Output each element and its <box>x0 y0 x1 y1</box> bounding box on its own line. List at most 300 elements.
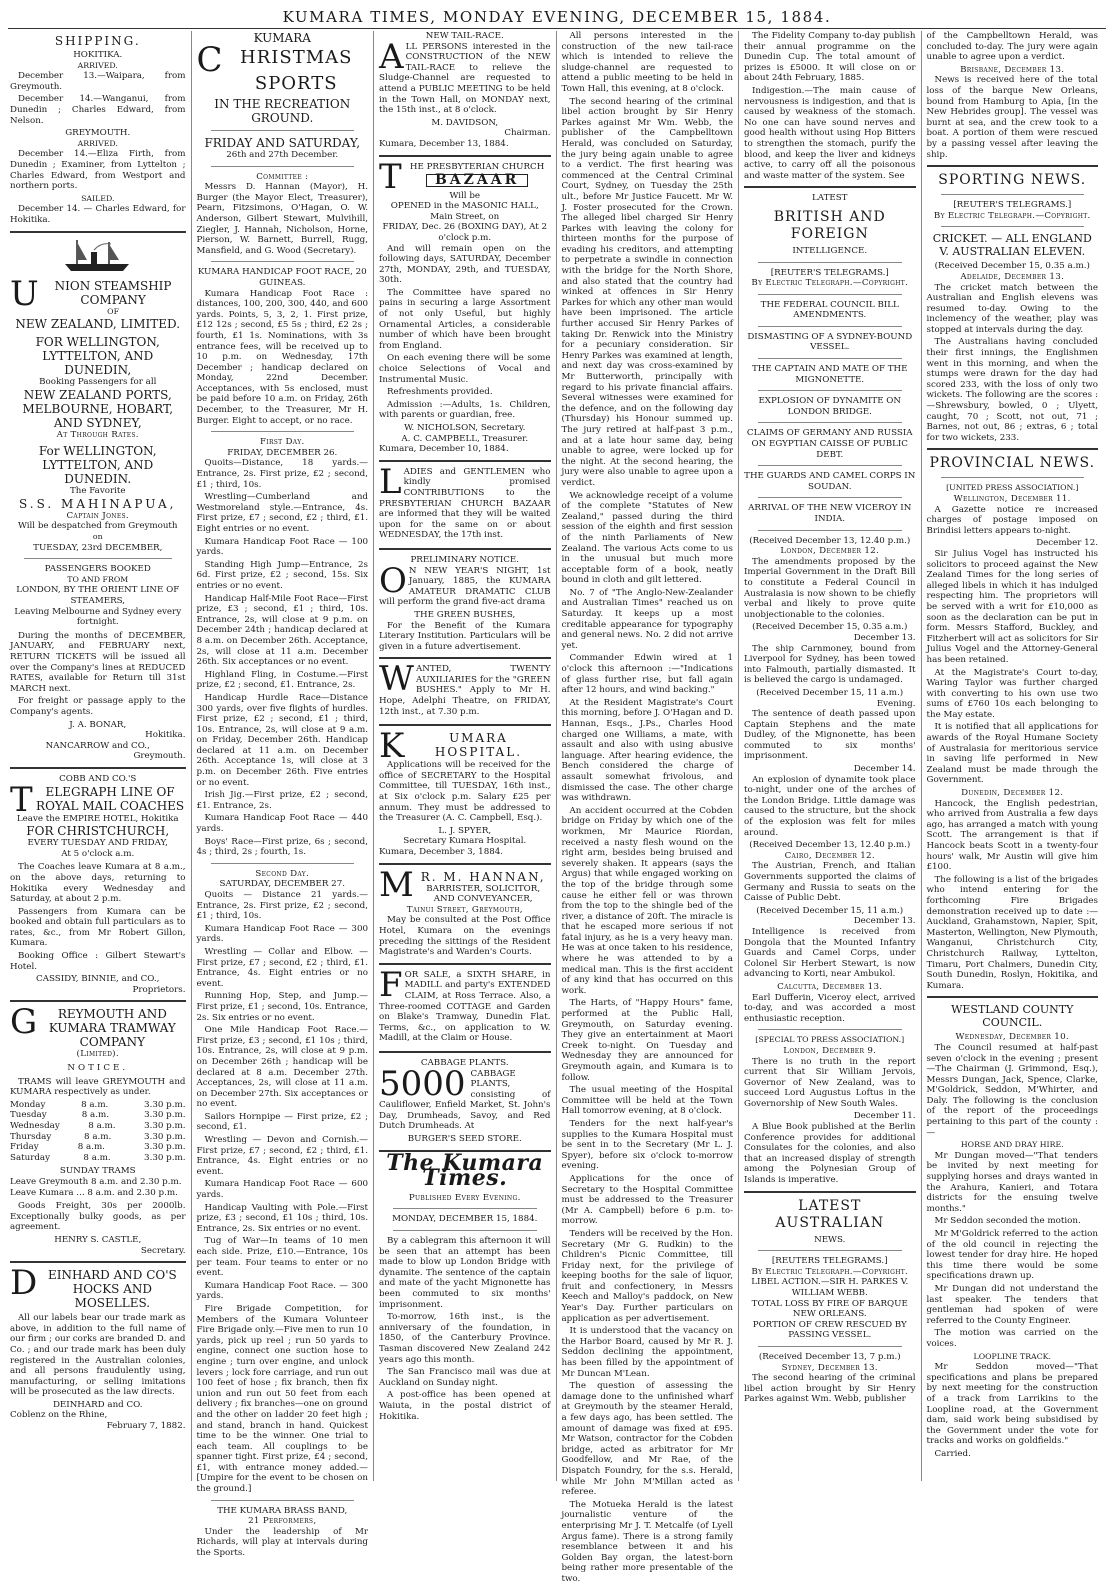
news-paragraph: We acknowledge receipt of a volume of the complete "Statutes of New Zealand," passed during the third session of the eighth and first session of the ninth Parliaments of New Zealand. The various Acts come to us in the unusual but much more acceptable form of a book, neatly bound in cloth and gilt lettered. <box>561 490 733 586</box>
ad-title: NEW ZEALAND, LIMITED. <box>15 317 181 332</box>
news-paragraph: Tenders for the next half-year's supplies to the Kumara Hospital must be sent in to the Secretary (Mr L. J. Spyer), before six o'clock to-morrow evening. <box>561 1118 733 1172</box>
signature-place: Secretary Kumara Hospital. <box>403 836 527 847</box>
ad-text: The Coaches leave Kumara at 8 a.m., on the above days, returning to Hokitika every Wednesday and Saturday, at about 2 p.m. <box>10 862 186 905</box>
source-line: [REUTER'S TELEGRAMS.] <box>953 200 1072 211</box>
signature: J. A. BONAR, <box>69 719 127 730</box>
source-line: By Electric Telegraph.—Copyright. <box>751 1266 909 1277</box>
ad-title: ELEGRAPH LINE OF ROYAL MAIL COACHES <box>36 784 185 813</box>
divider <box>758 497 902 498</box>
ad-title: THE KUMARA BRASS BAND, <box>217 1505 348 1516</box>
ad-text: LL PERSONS interested in the CONSTRUCTION of the NEW TAIL-RACE to relieve the Sludge-Channel are requested to attend a PUBLIC MEETING to be held in the Town Hall, on MONDAY next, the 15th inst., at 8 o'clock. <box>379 41 551 116</box>
ad-text: May be consulted at the Post Office Hotel, Kumara on the evenings preceding the sittings of the Resident Magistrate's and Warden's Courts. <box>379 915 551 958</box>
tram-row <box>10 1110 186 1121</box>
event-entry: Boys' Race—First prize, 6s ; second, 4s ; third, 2s ; fourth, 1s. <box>196 836 368 858</box>
tram-day: Monday <box>10 1099 46 1110</box>
union-steamship-ad <box>10 273 186 762</box>
dateline: December 13. <box>853 916 916 927</box>
ad-text: OPENED in the MASONIC HALL, Main Street, on <box>390 201 539 222</box>
news-paragraph: The question of assessing the damage done to the unfinished wharf at Greymouth by the steamer Herald, a few days ago, has been settled. The amount of damage was fixed at £95. Mr Watson, contractor for the Cobden bridge, acted as arbitrator for Mr Goodfellow, and Mr Rae, of the Dispatch Foundry, for the s.s. Herald, while Mr John M'Millan acted as referee. <box>561 1381 733 1498</box>
day-heading: First Day. <box>259 437 305 448</box>
subheading: LOOPLINE TRACK. <box>973 1351 1051 1361</box>
divider <box>379 1051 551 1053</box>
divider <box>758 1346 902 1347</box>
news-paragraph: A Blue Book published at the Berlin Conference provides for additional Consulates for the colonies, and also that an increased display of strength among the Polynesian Group of Islands is imperative. <box>744 1122 916 1186</box>
for-sale-ad <box>379 964 551 1046</box>
drop-cap: W <box>379 659 414 700</box>
news-headline: THE CAPTAIN AND MATE OF THE MIGNONETTE. <box>752 364 908 385</box>
ad-title: NEW TAIL-RACE. <box>425 31 504 41</box>
news-paragraph: The Harts, of "Happy Hours" fame, performed at the Public Hall, Greymouth, on Saturday evening. They give an entertainment at Maori Creek to-night. On Tuesday and Wednesday they are announced for Greymouth again, and Kumara is to follow. <box>561 998 733 1083</box>
news-paragraph: The Austrian, French, and Italian Governments supported the claims of Germany and Russia to seats on the Caisse of Public Debt. <box>744 861 916 904</box>
news-headline: CRICKET. — ALL ENGLAND V. AUSTRALIAN ELEVEN. <box>932 232 1092 259</box>
tram-day: Wednesday <box>10 1121 60 1131</box>
ad-title: FRIDAY AND SATURDAY, <box>204 136 361 150</box>
event-entry: Handicap Vaulting with Pole.—First prize, £3 ; second, £1 10s ; third, 10s. Entrance, 2s. Six entries or no event. <box>196 1202 368 1234</box>
ad-text: N NEW YEAR'S NIGHT, 1st January, 1885, the KUMARA AMATEUR DRAMATIC CLUB will perform the grand five-act drama <box>379 565 551 608</box>
divider <box>10 231 186 233</box>
shipping-entry: December 14. — Charles Edward, for Hokitika. <box>10 204 186 225</box>
ad-text: OF <box>107 306 119 316</box>
section-heading: WESTLAND COUNTY COUNCIL. <box>951 1003 1074 1030</box>
ad-text: At Through Rates. <box>56 429 139 440</box>
received-line: (Received December 15, 11 a.m.) <box>756 905 904 916</box>
dateline: December 11. <box>853 1111 916 1122</box>
ad-text: ANTED, TWENTY AUXILIARIES for the "GREEN BUSHES." Apply to Mr H. Hope, Adelphi Theatre, on FRIDAY, 12th inst., at 7.30 p.m. <box>379 664 551 717</box>
ad-text: Leave the EMPIRE HOTEL, Hokitika <box>16 813 179 824</box>
event-entry: One Mile Handicap Foot Race.—First prize, £3 ; second, £1 10s ; third, 10s. Entrance, 2s, will close at 9 p.m. on December 26th ; handicap will be declared at 8 a.m. December 27th. Acceptances, 2s, will close at 11 a.m. on December 27th. Six acceptances or no event. <box>196 1025 368 1110</box>
divider <box>379 724 551 726</box>
signature-place: Hokitika. <box>145 730 186 741</box>
divider <box>379 548 551 550</box>
ad-text: Kumara, December 3, 1884. <box>379 847 504 857</box>
drop-cap: D <box>10 1263 38 1304</box>
event-entry: Fire Brigade Competition, for Members of the Kumara Volunteer Fire Brigade only.—Five men to run 10 yards, pick up reel ; run 50 yards to engine, connect one suction hose to engine ; turn over engine, and unlock levers ; lock fore carriage, and run out 100 feet of hose ; fix branch, then fix union and run out 50 feet from each delivery ; fix branches—one on ground and the other on ladder 20 feet high ; and stand, branch in hand. Quickest time to be the winner. One trial to each team. All couplings to be spanner tight. First prize, £4 ; second, £1, with entrance money added.—[Umpire for the event to be chosen on the ground.] <box>196 1303 368 1495</box>
divider <box>927 996 1099 998</box>
ad-title: IN THE RECREATION GROUND. <box>214 97 351 125</box>
section-heading: BRITISH AND FOREIGN <box>773 208 886 242</box>
news-paragraph: Mr Dungan moved—"That tenders be invited by next meeting for supplying horses and drays wanted in the Arahura, Kanieri, and Totara districts for the ensuing twelve months." <box>926 1150 1098 1214</box>
divider <box>379 963 551 965</box>
dateline: Cairo, December 12. <box>784 850 875 861</box>
source-line: [SPECIAL TO PRESS ASSOCIATION.] <box>755 1035 905 1045</box>
news-paragraph: Indigestion.—The main cause of nervousness is indigestion, and that is caused by weakness of the stomach. No one can have sound nerves and good health without using Hop Bitters to strengthen the stomach, purify the blood, and keep the liver and kidneys active, to carry off all the poisonous and waste matter of the system. See <box>744 85 916 181</box>
section-heading: LATEST AUSTRALIAN <box>775 1197 885 1231</box>
news-paragraph: At the Resident Magistrate's Court this morning, before J. O'Hagan and D. Hannan, Esqs., J.Ps., Charles Hood charged one Williams, a mate, with assault and also with using abusive language. After hearing evidence, the Bench considered the charge of assault somewhat frivolous, and dismissed the case. The other charge was withdrawn. <box>561 697 733 804</box>
day-heading: Second Day. <box>255 868 310 879</box>
news-paragraph: The second hearing of the criminal libel action brought by Sir Henry Parkes against Mr Wm. Webb, the publisher of the Campbelltown Herald, was concluded on Saturday, the jury being again unable to agree to a verdict. The first hearing was commenced at the Central Criminal Court, Sydney, on Tuesday the 25th ult., before Mr Justice Faucett. Mr W. J. Foster prosecuted for the Crown. The alleged libel charged Sir Henry Parkes with leaving the colony for thirteen months for the purpose of evading his creditors, and attempting to perpetrate a swindle in connection with the bridge for the North Shore, and also stated that the country had winked at offences in Sir Henry Parkes for which any other man would have been imprisoned. The article further accused Sir Henry Parkes of taking Dr. Renwick into the Ministry for a pecuniary consideration. Sir Henry Parkes was examined at length, and next day was cross-examined by Mr Butterworth, principally with regard to his private financial affairs. Several witnesses were examined for the defence, and on the following day (Thursday) his Honour summed up. The jury retired at half-past 3 p.m., and at a late hour same day, being unable to agree, were locked up for the night. At the second hearing, the jury were also unable to agree upon a verdict. <box>561 96 733 488</box>
ad-title: UMARA HOSPITAL. <box>434 731 523 760</box>
news-headline: LIBEL ACTION.—SIR H. PARKES V. WILLIAM WEBB. <box>751 1277 909 1298</box>
ad-text: Kumara, December 10, 1884. <box>379 444 509 455</box>
ad-text: PASSENGERS BOOKED <box>44 564 151 575</box>
news-headline: PORTION OF CREW RESCUED BY PASSING VESSEL. <box>752 1319 907 1341</box>
divider <box>758 358 902 359</box>
column-1 <box>8 31 191 1481</box>
tram-time: 8 a.m. <box>84 1131 112 1142</box>
cobb-heading: COBB AND CO.'S <box>59 773 137 784</box>
ad-text: Applications will be received for the office of SECRETARY to the Hospital Committee, till TUESDAY, 16th inst., at Six o'clock p.m. Salary £25 per annum. They must be addressed to the Treasurer (A. C. Campbell, Esq.). <box>379 760 551 824</box>
ad-text: February 7, 1882. <box>106 1421 186 1432</box>
drop-cap: T <box>379 156 402 197</box>
column-3 <box>373 31 556 1481</box>
signature-place: Greymouth. <box>133 751 186 762</box>
ad-title: FOR CHRISTCHURCH, <box>26 824 170 839</box>
ad-text: Goods Freight, 30s per 2000lb. Exceptionally bulky goods, as per agreement. <box>10 1201 186 1233</box>
ad-title: FOR WELLINGTON, LYTTELTON, AND DUNEDIN, <box>35 335 160 378</box>
divider <box>10 767 186 769</box>
drop-cap: F <box>379 964 403 1005</box>
events-day-one <box>197 458 369 857</box>
ad-title: R. M. HANNAN, <box>420 869 546 884</box>
news-paragraph: The second hearing of the criminal libel action brought by Sir Henry Parkes against Wm. Webb, publisher <box>744 1373 916 1405</box>
received-line: (Received December 13, 7 p.m.) <box>758 1351 901 1362</box>
ad-text: TRAMS will leave GREYMOUTH and KUMARA respectively as under. <box>10 1076 186 1098</box>
news-headline: ARRIVAL OF THE NEW VICEROY IN INDIA. <box>748 503 912 524</box>
divider <box>758 465 902 466</box>
ad-text: Under the leadership of Mr Richards, will play at intervals during the Sports. <box>196 1526 368 1559</box>
news-paragraph: Sir Julius Vogel has instructed his solicitors to proceed against the New Zealand Times for the long series of alleged libels in which it has indulged respecting him. The proprietors will be served with a writ for £10,000 as soon as the declaration can be put in form. Messrs Stafford, Buckley, and Fitzherbert will act as solicitors for Sir Julius Vogel and the Attorney-General has been retained. <box>926 548 1098 665</box>
news-paragraph: Earl Dufferin, Viceroy elect, arrived to-day, and was accorded a most enthusiastic reception. <box>744 992 916 1024</box>
divider <box>211 863 355 864</box>
event-entry: Handicap Hurdle Race—Distance 300 yards, over five flights of hurdles. First prize, £2 ; second, £1 ; third, 10s. Entrance, 2s, will close at 9 a.m. on Friday, December 26th. Handicap declared at 11 a.m. on December 26th. Acceptance 1s, will close at 3 p.m. on December 26th. Five entries or no event. <box>196 692 368 788</box>
divider <box>758 390 902 391</box>
tram-row <box>10 1132 186 1143</box>
event-entry: Wrestling — Collar and Elbow. — First prize, £7 ; second, £2 ; third, £1. Entrance, 4s. Eight entries or no event. <box>196 946 368 989</box>
drop-cap: K <box>379 726 405 767</box>
section-heading: INTELLIGENCE. <box>792 245 868 256</box>
committee-list: Messrs D. Hannan (Mayor), H. Burger (the Mayor Elect, Treasurer), Pearn, Fitzsimons, O'Hagan, O. W. Anderson, Gilbert Stewart, Mulvihill, Ziegler, J. Hannah, Nicholson, Horne, Pierson, W. Barnett, Burrell, Rugg, Mansfield, and G. Wood (Secretary). <box>196 182 368 256</box>
ad-title: NION STEAMSHIP COMPANY <box>54 278 172 307</box>
dateline: Dunedin, December 12. <box>961 788 1064 799</box>
shipping-entry: December 14.—Wanganui, from Dunedin ; Charles Edward, from Nelson. <box>10 94 186 126</box>
news-paragraph: News is received here of the total loss of the barque New Orleans, bound from Hamburg to Apia, [in the New Hebrides group]. The vessel was burnt at sea, and the crew took to a boat. A portion of them were rescued by a passing vessel after leaving the ship. <box>926 75 1098 160</box>
tram-day: Tuesday <box>10 1110 47 1121</box>
tram-time: 3.30 p.m. <box>144 1131 186 1142</box>
tram-time: 8 a.m. <box>81 1110 109 1121</box>
shipping-entry: December 14.—Eliza Firth, from Dunedin ; Examiner, from Lyttelton ; Charles Edward, from Westport and northern ports. <box>10 149 186 192</box>
day-date: SATURDAY, DECEMBER 27. <box>219 879 345 890</box>
newspaper-logo <box>379 1149 551 1192</box>
ad-title: THE GREEN BUSHES, <box>414 609 516 620</box>
hospital-ad <box>379 726 551 857</box>
tram-day: Friday <box>10 1142 39 1153</box>
ad-text: All our labels bear our trade mark as above, in addition to the full name of our firm ; our corks are branded D. and Co. ; and our trade mark has been duly registered in the Australian colonies, and all persons fraudulently using, manufacturing, or selling imitations will be prosecuted as the law directs. <box>10 1313 186 1398</box>
ladies-ad <box>379 461 551 543</box>
news-paragraphs <box>562 31 734 1585</box>
editorial-paragraph: The San Francisco mail was due at Auckland on Sunday night. <box>379 1367 551 1388</box>
divider <box>211 1500 355 1501</box>
source-line: By Electric Telegraph.—Copyright. <box>751 278 909 289</box>
signature: A. C. CAMPBELL, Treasurer. <box>401 433 529 444</box>
ad-text: Kumara, December 13, 1884. <box>379 138 509 149</box>
signature: L. J. SPYER, <box>438 825 492 836</box>
news-paragraph: An accident occurred at the Cobden bridge on Friday by which one of the workmen, Mr Maurice Riordan, received a nasty flesh wound on the right arm, besides being bruised and severely shaken. It appears (says the Argus) that while engaged working on the top of the bridge through some cause he either fell or was thrown from the top to the shingle bed of the river, a distance of 20ft. The miracle is that he escaped more serious if not fatal injury, as he is a very heavy man. He was at once taken to his residence, where he was attended to by a medical man. This is the first accident of any kind that has occurred on this work. <box>561 805 733 996</box>
ad-text: For the Benefit of the Kumara Literary Institution. Particulars will be given in a future advertisement. <box>379 620 551 652</box>
tram-row <box>10 1100 186 1111</box>
dateline: London, December 9. <box>783 1045 877 1056</box>
signature: W. NICHOLSON, Secretary. <box>404 423 526 433</box>
divider <box>379 460 551 462</box>
dateline: Brisbane, December 13. <box>960 64 1065 75</box>
editorial-date: MONDAY, DECEMBER 15, 1884. <box>392 1214 538 1225</box>
tram-row <box>10 1153 186 1164</box>
event-entry: Kumara Handicap Foot Race — 100 yards. <box>196 536 368 558</box>
column-6 <box>921 31 1104 1481</box>
news-headline: DISMASTING OF A SYDNEY-BOUND VESSEL. <box>747 331 913 353</box>
ad-title: PRELIMINARY NOTICE. <box>410 554 520 565</box>
drop-cap: M <box>379 864 414 905</box>
drop-cap: U <box>10 273 39 314</box>
shipping-heading: SHIPPING. <box>54 34 141 48</box>
news-headline: EXPLOSION OF DYNAMITE ON LONDON BRIDGE. <box>758 396 902 417</box>
ad-text: Kumara Handicap Foot Race : distances, 100, 200, 300, 440, and 600 yards. Points, 5, 3, 2, 1. First prize, £12 12s ; second, £5 5s ; third, £2 2s ; fourth, £1 1s. Nominations, with 3s entrance fees, will be received up to 10 p.m. on Wednesday, 17th December ; handicap declared on Monday, 22nd December. Acceptances, with 5s enclosed, must be paid before 10 a.m. on Friday, 26th December, to the Treasurer, Mr H. Burger. Eight to accept, or no race. <box>196 288 368 426</box>
column-4 <box>556 31 739 1584</box>
dateline: Adelaide, December 13. <box>960 271 1065 282</box>
ad-text: On each evening there will be some choice Selections of Vocal and Instrumental Music. <box>379 353 551 385</box>
divider <box>758 530 902 531</box>
source-line: [REUTERS TELEGRAMS.] <box>771 1256 888 1267</box>
ad-text: Published Every Evening. <box>408 1192 521 1203</box>
ad-text: Coblenz on the Rhine, <box>10 1410 108 1421</box>
news-paragraph: Mr M'Goldrick referred to the action of the old council in rejecting the lowest tender for dray hire. He hoped this time there would be some specifications drawn up. <box>926 1229 1098 1282</box>
tailrace-ad <box>379 36 551 150</box>
column-2 <box>191 31 374 1559</box>
dateline: December 12. <box>1036 538 1098 549</box>
tram-time: 8 a.m. <box>88 1121 116 1131</box>
news-paragraph: There is no truth in the report current that Sir William Jervois, Governor of New Zealand, was to succeed Lord Augustus Loftus in the Governorship of New South Wales. <box>744 1056 916 1109</box>
tram-row <box>10 1142 186 1153</box>
news-paragraph: Commander Edwin wired at 1 o'clock this afternoon :—"Indications of glass further rise, but fall again after 12 hours, and wind backing." <box>561 653 733 696</box>
source-line: By Electric Telegraph.—Copyright. <box>933 210 1091 221</box>
news-paragraph: The Australians having concluded their first innings, the Englishmen went in this morning, and when the stumps were drawn for the day had scored 233, with the loss of only two wickets. The following are the scores :—Shrewsbury, bowled, 0 ; Ulyett, caught, 70 ; Scott, not out, 71 ; Barnes, not out, 86 ; extras, 6 ; total for two wickets, 233. <box>926 337 1098 443</box>
tram-time: 8 a.m. <box>81 1099 109 1110</box>
news-paragraph: It is understood that the vacancy on the Harbor Board, caused by Mr R. J. Seddon declining the appointment, has been filled by the appointment of Mr Duncan M'Lean. <box>561 1326 733 1379</box>
received-line: (Received December 13, 12.40 p.m.) <box>749 840 911 851</box>
news-paragraph: Mr Seddon moved—"That specifications and plans be prepared by next meeting for the construction of a track from Larrikins to the Loopline road, at the Government dam, said work being subsidised by the Government under the vote for tracks and works on goldfields." <box>926 1362 1098 1447</box>
ad-text: And will remain open on the following days, SATURDAY, December 27th, MONDAY, 29th, and TUESDAY, 30th. <box>379 243 551 286</box>
logo-text: The Kumara Times. <box>386 1149 544 1192</box>
deinhard-ad <box>10 1263 186 1432</box>
divider <box>211 261 355 262</box>
received-line: (Received December 15, 0.35 a.m.) <box>934 261 1090 272</box>
ad-title: KUMARA <box>253 31 311 45</box>
ad-title: HRISTMAS SPORTS <box>240 47 353 94</box>
news-paragraph: Intelligence is received from Dongola that the Mounted Infantry Guards and Camel Corps, under Colonel Sir Herbert Stewart, is now advancing to Korti, near Ambukol. <box>744 926 916 980</box>
tram-time: 8 a.m. <box>83 1152 111 1163</box>
cobb-ad <box>10 779 186 996</box>
news-headline: THE GUARDS AND CAMEL CORPS IN SOUDAN. <box>744 471 916 492</box>
source-line: [UNITED PRESS ASSOCIATION.] <box>946 483 1079 493</box>
news-paragraph: All persons interested in the construction of the new tail-race which is intended to relieve the sludge-channel are requested to attend a public meeting to be held in Town Hall, this evening, at 8 o'clock. <box>561 31 733 94</box>
divider <box>758 1250 902 1251</box>
news-paragraph: Hancock, the English pedestrian, who arrived from Australia a few days ago, has arranged a match with young Scott. The arrangement is that if Hancock beats Scott in a twenty-four hours' walk, Mr Austin will give him £100. <box>926 798 1098 873</box>
news-paragraph: Mr Seddon seconded the motion. <box>934 1216 1081 1227</box>
ad-text: Passengers from Kumara can be booked and obtain full particulars as to rates, &c., from Mr Robert Gillon, Kumara. <box>10 906 186 949</box>
ad-text: Will be despatched from Greymouth <box>17 521 178 532</box>
arrived-label: ARRIVED. <box>77 138 118 148</box>
news-paragraph: Mr Dungan did not understand the last speaker. The tenders that gentleman had spoken of were referred to the County Engineer. <box>926 1283 1098 1326</box>
event-entry: Handicap Half-Mile Foot Race—First prize, £3 ; second, £1 ; third, 10s. Entrance, 2s, will close at 9 p.m. on December 24th ; handicap declared at 8 a.m. on December 26th. Acceptance, 2s, will close at 11 a.m. December 26th. Six acceptances or no event. <box>196 593 368 668</box>
christmas-sports-ad <box>196 40 369 97</box>
dateline: December 14. <box>853 764 916 775</box>
news-headline: CLAIMS OF GERMANY AND RUSSIA ON EGYPTIAN CAISSE OF PUBLIC DEBT. <box>746 428 913 460</box>
news-paragraph: The amendments proposed by the Imperial Government in the Draft Bill to constitute a Federal Council in Australasia is now shown to be chiefly verbal and likely to prove quite unobjectionable to the colonies. <box>744 556 916 620</box>
editorial-paragraph: A post-office has been opened at Waiuta, in the postal district of Hokitika. <box>379 1390 551 1422</box>
tram-time: 3.30 p.m. <box>144 1152 186 1163</box>
drop-cap: G <box>10 1002 38 1043</box>
ad-text: During the months of DECEMBER, JANUARY, and FEBRUARY next, RETURN TICKETS will be issued all over the Company's lines at REDUCED RATES, available for Return till 31st MARCH next. <box>10 630 186 694</box>
news-headline: THE FEDERAL COUNCIL BILL AMENDMENTS. <box>760 299 899 321</box>
news-paragraph: Applications for the once of Secretary to the Hospital Committee must be addressed to the Treasurer (Mr A. Campbell) before 6 p.m. to-morrow. <box>561 1173 733 1227</box>
news-paragraph: The ship Carnmoney, bound from Liverpool for Sydney, has been towed into Falmouth, partially dismasted. It is believed the cargo is undamaged. <box>744 643 916 686</box>
divider <box>927 448 1099 450</box>
column-5 <box>738 31 921 1481</box>
divider <box>211 431 355 432</box>
news-headlines <box>744 294 916 531</box>
drop-cap: A <box>379 36 404 77</box>
ad-text: CABBAGE PLANTS, consisting of Cauliflower, Enfield Market, St. John's Day, Drumheads, Savoy, and Red Dutch Drumheads. At <box>379 1068 551 1132</box>
ad-text: (Limited). <box>76 1049 119 1060</box>
drop-cap: L <box>379 461 402 502</box>
event-entry: Wrestling—Cumberland and Westmoreland style.—Entrance, 4s. First prize, £7 ; second, £2 ; third, £1. Eight entries or no event. <box>196 492 368 534</box>
ad-text: ADIES and GENTLEMEN who kindly promised CONTRIBUTIONS to the PRESBYTERIAN CHURCH BAZAAR are informed that they will be waited upon for the same on or about WEDNESDAY, the 17th inst. <box>379 466 551 541</box>
divider <box>758 326 902 327</box>
event-entry: Sailors Hornpipe — First prize, £2 ; second, £1. <box>196 1111 368 1133</box>
news-paragraph: of the Campbelltown Herald, was concluded to-day. The jury were again unable to agree upon a verdict. <box>926 31 1098 63</box>
steamship-illustration <box>10 238 186 274</box>
shipping-entry: December 13.—Waipara, from Greymouth. <box>10 71 186 92</box>
ad-text: Refreshments provided. <box>387 387 493 398</box>
news-paragraph: The cricket match between the Australian and English elevens was resumed to-day. Owing to the inclemency of the weather, play was stopped at intervals during the day. <box>926 282 1098 335</box>
section-heading: PROVINCIAL NEWS. <box>929 455 1096 472</box>
signature: NANCARROW and CO., <box>45 740 150 751</box>
ad-title: HE PRESBYTERIAN CHURCH <box>409 161 545 172</box>
drop-cap: T <box>10 779 33 820</box>
ad-text: For freight or passage apply to the Company's agents. <box>10 696 186 717</box>
ad-text: Booking Passengers for all <box>39 377 157 388</box>
signature: DEINHARD and CO. <box>52 1399 143 1410</box>
event-entry: Kumara Handicap Foot Race. — 300 yards. <box>196 1280 368 1302</box>
tram-timetable <box>10 1100 186 1164</box>
signature-place: Secretary. <box>140 1245 186 1256</box>
subheading: HORSE AND DRAY HIRE. <box>960 1140 1064 1150</box>
event-entry: Quoits—Distance, 18 yards.—Entrance, 2s. First prize, £2 ; second, £1 ; third, 10s. <box>196 458 368 490</box>
news-paragraph: A Gazette notice re increased charges of postage imposed on Brindisi letters appears to-night. <box>926 504 1098 536</box>
signature: CASSIDY, BINNIE, and CO., <box>36 974 160 985</box>
ad-text: The Committee have spared no pains in securing a large Assortment of not only Useful, but highly Ornamental Articles, a considerable number of which have been brought from England. <box>379 287 551 351</box>
event-entry: Highland Fling, in Costume.—First prize, £2 ; second, £1. Entrance, 2s. <box>196 669 368 691</box>
ad-text: Leaving Melbourne and Sydney every fortnight. <box>14 606 182 628</box>
dateline: London, December 12. <box>780 546 880 557</box>
columns <box>8 31 1106 1584</box>
news-paragraph: It is notified that all applications for awards of the Royal Humane Society of Australasia for meritorious service in saving life performed in New Zealand must be made through the Government. <box>926 722 1098 786</box>
ad-text: TUESDAY, 23rd DECEMBER, <box>33 542 163 553</box>
bazaar-title: BAZAAR <box>426 174 528 187</box>
ad-text: 26th and 27th December. <box>226 150 339 160</box>
divider <box>744 1191 916 1193</box>
ad-text: LONDON, BY THE ORIENT LINE OF STEAMERS, <box>16 585 180 607</box>
news-paragraph: At the Magistrate's Court to-day, Waring Taylor was further charged with converting to his own use two sums of £760 10s each belonging to the May estate. <box>926 667 1098 720</box>
tram-day: Thursday <box>10 1131 52 1142</box>
news-paragraph: No. 7 of "The Anglo-New-Zealander and Australian Times" reached us on Saturday. It keeps up a most creditable appearance for typography and general news. No. 2 did not arrive yet. <box>561 587 733 651</box>
editorial-paragraph: To-morrow, 16th inst., is the anniversary of the foundation, in 1850, of the Canterbury Province. Tasman discovered New Zealand 242 years ago this month. <box>379 1312 551 1365</box>
source-line: [REUTER'S TELEGRAMS.] <box>770 267 889 278</box>
drop-cap: C <box>196 40 223 80</box>
tram-time: 8 a.m. <box>77 1142 105 1153</box>
masthead-rule <box>8 28 1106 29</box>
dateline: Evening. <box>876 698 916 709</box>
greymouth-heading: GREYMOUTH. <box>65 128 131 139</box>
ad-text: Will be <box>449 190 481 201</box>
ad-text: OR SALE, a SIXTH SHARE, in MADILL and party's EXTENDED CLAIM, at Ross Terrace. Also, a Three-roomed COTTAGE and Garden on Blake's Tramway, Dunedin Flat. Terms, &c., on application to W. Madill, at the Claim or House. <box>379 969 551 1044</box>
steamship-icon <box>63 238 133 274</box>
ad-text: 21 Performers, <box>248 1516 317 1527</box>
news-paragraph: Carried. <box>934 1448 971 1459</box>
ad-text: EVERY TUESDAY AND FRIDAY, <box>27 838 168 849</box>
dateline: December 13. <box>853 632 916 643</box>
ad-title: For WELLINGTON, LYTTELTON, AND DUNEDIN. <box>38 444 157 487</box>
editorial-paragraph: By a cablegram this afternoon it will be seen that an attempt has been made to blow up London Bridge with dynamite. The sentence of the captain and mate of the yacht Mignonette has been commuted to six months' imprisonment. <box>379 1236 551 1310</box>
ad-title: NEW ZEALAND PORTS, MELBOURNE, HOBART, AND SYDNEY, <box>22 387 174 430</box>
hannan-ad <box>379 864 551 958</box>
ad-text: FRIDAY, Dec. 26 (BOXING DAY), At 2 o'clock p.m. <box>382 222 548 243</box>
ad-text: BARRISTER, SOLICITOR, AND CONVEYANCER, <box>426 883 541 905</box>
drop-cap: O <box>379 560 407 601</box>
divider <box>744 186 916 188</box>
event-entry: Standing High Jump—Entrance, 2s 6d. First prize, £2 ; second, 15s. Six entries or no event. <box>196 559 368 591</box>
news-paragraph: The Council resumed at half-past seven o'clock in the evening ; present—The Chairman (J. Grimmond, Esq.), Messrs Dungan, Jack, Spence, Clarke, M'Goldrick, Seddon, M'Whirter, and Daly. The following is the conclusion of the report of the proceedings pertaining to this part of the county :— <box>926 1042 1098 1138</box>
ad-text: TO AND FROM <box>67 574 129 584</box>
divider <box>211 166 355 167</box>
ad-text: Leave Kumara ... 8 a.m. and 2.30 p.m. <box>10 1187 178 1198</box>
divider <box>927 165 1099 167</box>
divider <box>758 1029 902 1030</box>
dateline: Sydney, December 13. <box>781 1362 878 1373</box>
divider <box>758 422 902 423</box>
news-paragraph: An explosion of dynamite took place to-night, under one of the arches of the London Bridge. Little damage was caused to the structure, but the shock of the explosion was felt for miles around. <box>744 774 916 838</box>
ad-title: EINHARD AND CO'S HOCKS AND MOSELLES. <box>48 1268 177 1311</box>
ad-title: KUMARA HANDICAP FOOT RACE, 20 GUINEAS. <box>197 267 367 288</box>
divider <box>758 262 902 263</box>
divider <box>24 558 172 559</box>
ad-text: Leave Greymouth 8 a.m. and 2.30 p.m. <box>10 1176 182 1187</box>
news-paragraph: The following is a list of the brigades who intend entering for the forthcoming Fire Brigades demonstration received up to date :—Auckland, Grahamstown, Napier, Spit, Masterton, Wellington, New Plymouth, Wanganui, Christchurch City, Christchurch Railway, Lyttelton, Timaru, Port Chalmers, Dunedin City, South Dunedin, Roslyn, Hokitika, and Kumara. <box>926 874 1098 991</box>
event-entry: Kumara Handicap Foot Race — 600 yards. <box>196 1179 368 1201</box>
dateline: Wednesday, December 10. <box>955 1032 1069 1043</box>
ad-text: on <box>92 532 103 542</box>
sailed-label: SAILED. <box>81 193 115 203</box>
divider <box>211 130 355 131</box>
divider <box>941 226 1085 227</box>
section-heading: NEWS. <box>814 1234 846 1245</box>
dateline: Calcutta, December 13. <box>777 981 883 992</box>
section-heading: SPORTING NEWS. <box>938 172 1087 189</box>
event-entry: Quoits — Distance 21 yards.—Entrance, 2s. First prize, £2 ; second, £1 ; third, 10s. <box>196 890 368 922</box>
signature-place: Proprietors. <box>132 984 186 995</box>
news-paragraph: The Motueka Herald is the latest journalistic venture of the enterprising Mr J. T. Metcalfe (of Lyell Argus fame). There is a strong family resemblance between it and his Golden Bay organ, the latest-born being rather more presentable of the two. <box>561 1499 733 1584</box>
news-headlines <box>744 1277 916 1347</box>
tram-row <box>10 1121 186 1132</box>
ad-title: SUNDAY TRAMS <box>59 1166 136 1177</box>
cabbage-ad <box>379 1063 551 1145</box>
ad-text: At 5 o'clock a.m. <box>61 848 135 859</box>
section-heading: LATEST <box>812 193 848 204</box>
signature: M. DAVIDSON, <box>431 117 499 128</box>
tram-day: Saturday <box>10 1152 51 1163</box>
cabbage-number: 5000 <box>379 1063 466 1104</box>
tramway-ad <box>10 1002 186 1256</box>
news-headline: TOTAL LOSS BY FIRE OF BARQUE NEW ORLEANS. <box>751 1298 908 1320</box>
